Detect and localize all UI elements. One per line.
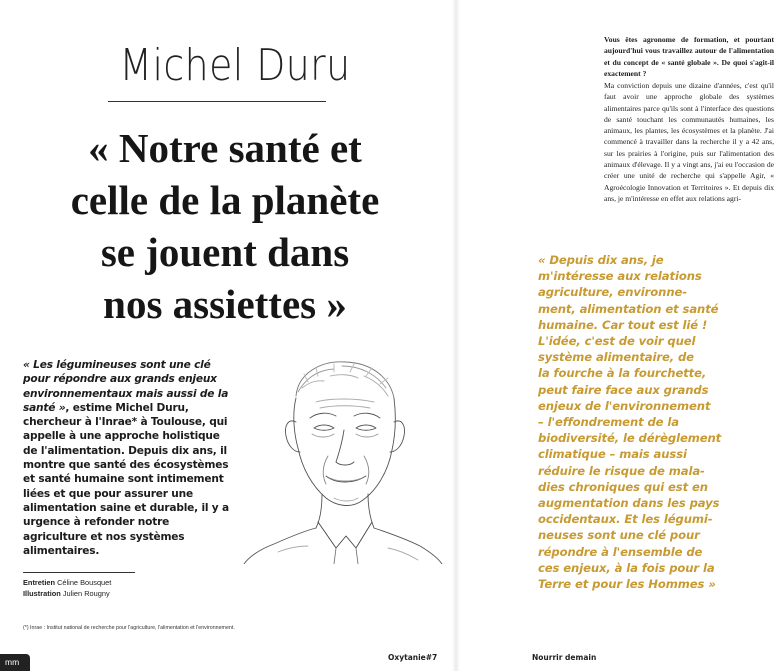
pull-quote-line: biodiversité, le dérèglement <box>538 431 722 446</box>
credit-entretien-name: Céline Bousquet <box>57 578 112 587</box>
pull-quote-line: climatique – mais aussi <box>538 447 687 462</box>
intro-quote: « Les légumineuses sont une clé pour répondre aux grands enjeux environnementaux mais aussi de la santé » <box>23 359 229 414</box>
footnote: (*) Inrae : Institut national de recherche pour l'agriculture, l'alimentation et l'environnement. <box>23 625 235 631</box>
pull-quote-line: la fourche à la fourchette, <box>538 366 707 381</box>
pull-quote-line: L'idée, c'est de voir quel <box>538 334 696 349</box>
spread-gutter <box>452 0 460 671</box>
portrait-illustration <box>238 352 443 564</box>
intro-divider <box>23 572 135 573</box>
pull-quote-line: répondre à l'ensemble de <box>538 544 703 559</box>
intro-body: , estime Michel Duru, chercheur à l'Inrae* à Toulouse, qui appelle à une approche holistique de l'alimentation. Depuis dix ans, il montre que santé des écosystèmes et santé humaine sont intimement liées et que pour assurer une alimentation saine et durable, il y a urgence à refonder notre agriculture et nos systèmes alimentaires. <box>23 401 229 557</box>
headline-line: se jouent dans <box>100 229 350 275</box>
pull-quote-line: ces enjeux, à la fois pour la <box>538 560 715 575</box>
pull-quote-line: dies chroniques qui est en <box>538 479 708 494</box>
name-divider <box>108 101 326 102</box>
pull-quote-line: peut faire face aux grands <box>538 382 709 397</box>
pull-quote-line: humaine. Car tout est lié ! <box>538 317 708 332</box>
headline-line: « Notre santé et <box>88 125 362 171</box>
headline-line: celle de la planète <box>70 177 380 223</box>
headline <box>20 122 430 330</box>
pull-quote-line: occidentaux. Et les légumi- <box>538 512 713 527</box>
interview-question: Vous êtes agronome de formation, et pourtant aujourd'hui vous travaillez autour de l'alimentation et du concept de « santé globale ». De quoi s'agit-il exactement ? <box>604 35 774 78</box>
headline-line: nos assiettes » <box>103 281 347 327</box>
pull-quote-line: agriculture, environne- <box>538 285 687 300</box>
pull-quote-line: neuses sont une clé pour <box>538 528 700 543</box>
folio-right: Nourrir demain <box>532 653 597 662</box>
pull-quote-line: Terre et pour les Hommes » <box>538 577 716 592</box>
interview-answer: Ma conviction depuis une dizaine d'années, c'est qu'il faut avoir une approche globale des systèmes alimentaires parce qu'ils sont à l'interface des questions de santé touchant les communautés humaines, les animaux, les plantes, les écosystèmes et la planète. J'ai commencé à travailler dans la recherche il y a 42 ans, sur les prairies à l'origine, puis sur l'alimentation des animaux d'élevage. Il y a vingt ans, j'ai eu l'occasion de créer une unité de recherche qui s'appelle Agir, « Agroécologie Innovation et Territoires ». Et depuis dix ans, je m'intéresse en effet aux relations agri- <box>604 81 774 203</box>
credit-entretien-label: Entretien <box>23 578 56 587</box>
intro-paragraph <box>23 358 233 558</box>
pull-quote-line: – l'effondrement de la <box>538 415 679 430</box>
mm-badge: mm <box>0 654 30 671</box>
credits <box>23 578 233 599</box>
pull-quote-line: m'intéresse aux relations <box>538 269 702 284</box>
pull-quote <box>538 252 774 592</box>
credit-illustration-label: Illustration <box>23 588 61 598</box>
pull-quote-line: augmentation dans les pays <box>538 496 720 511</box>
pull-quote-line: « Depuis dix ans, je <box>538 253 664 267</box>
credit-illustration-name: Julien Rougny <box>62 588 110 598</box>
pull-quote-line: enjeux de l'environnement <box>538 398 711 413</box>
interviewee-name: Michel Duru <box>119 40 351 91</box>
folio-left: Oxytanie#7 <box>388 653 438 662</box>
pull-quote-line: réduire le risque de mala- <box>538 463 705 478</box>
pull-quote-line: ment, alimentation et santé <box>538 301 719 316</box>
pull-quote-line: système alimentaire, de <box>538 350 694 365</box>
